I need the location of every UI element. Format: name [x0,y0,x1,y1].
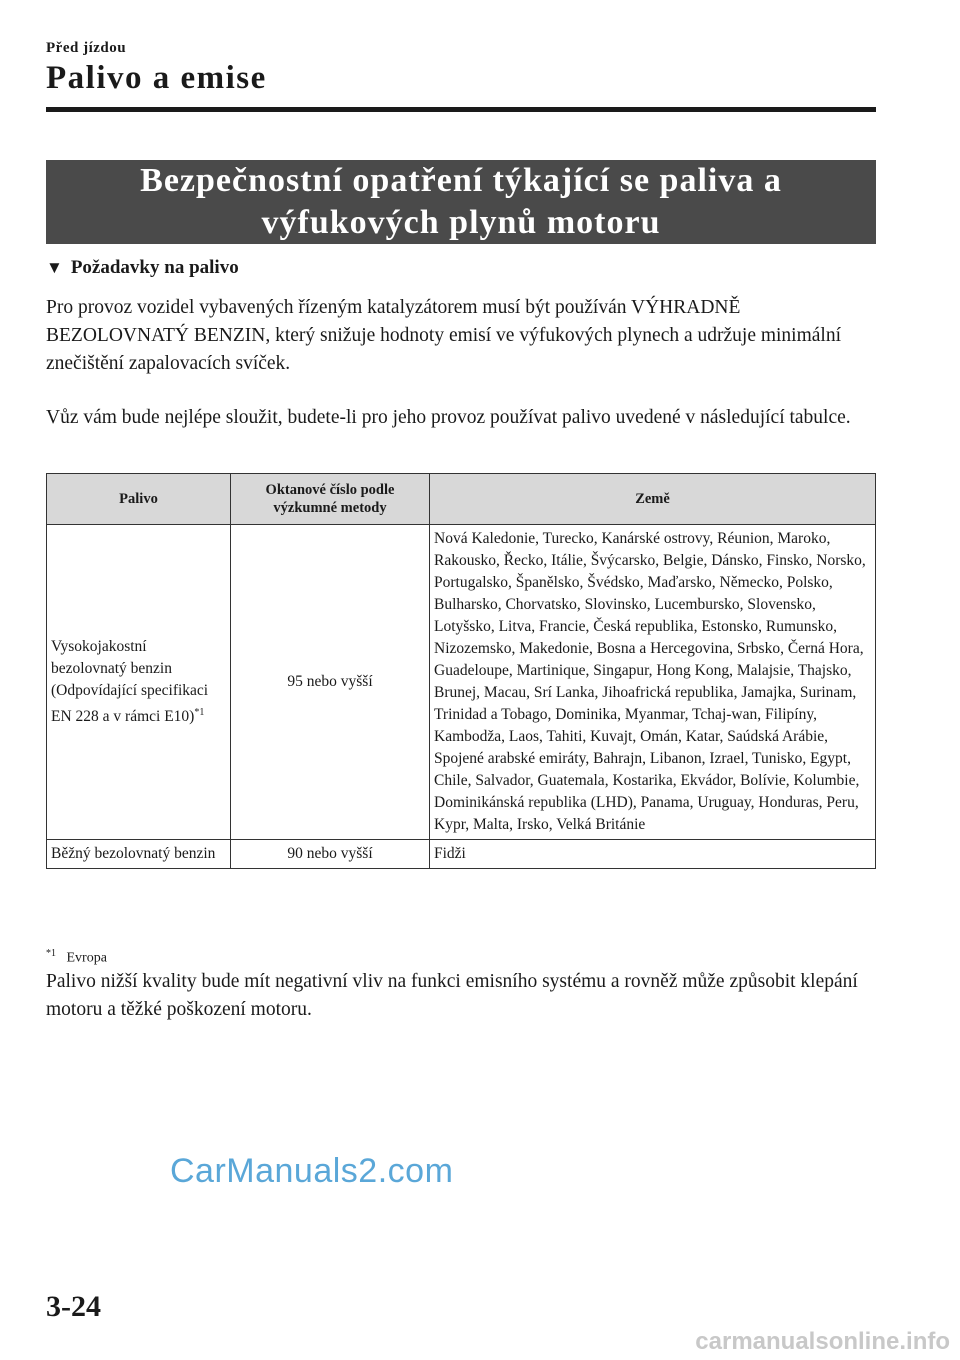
countries-cell: Nová Kaledonie, Turecko, Kanárské ostrovy, Réunion, Maroko, Rakousko, Řecko, Itálie, Švýcarsko, Belgie, Dánsko, Finsko, Norsko, Portugalsko, Španělsko, Švédsko, Maďarsko, Německo, Polsko, Bulharsko, Chorvatsko, Slovinsko, Lucembursko, Slovensko, Lotyšsko, Litva, Francie, Česká republika, Estonsko, Rumunsko, Nizozemsko, Makedonie, Bosna a Hercegovina, Srbsko, Černá Hora, Guadeloupe, Martinique, Singapur, Hong Kong, Malajsie, Thajsko, Brunej, Macau, Srí Lanka, Jihoafrická republika, Jamajka, Surinam, Trinidad a Tobago, Dominika, Myanmar, Tchaj-wan, Filipíny, Kambodža, Laos, Tahiti, Kuvajt, Omán, Katar, Saúdská Arábie, Spojené arabské emiráty, Bahrajn, Libanon, Izrael, Tunisko, Egypt, Chile, Salvador, Guatemala, Kostarika, Ekvádor, Bolívie, Kolumbie, Dominikánská republika (LHD), Panama, Uruguay, Honduras, Peru, Kypr, Malta, Irsko, Velká Británie [430,525,876,840]
triangle-down-icon: ▼ [46,258,63,277]
header-fuel: Palivo [47,474,231,525]
table-row [47,525,876,840]
fuel-name: Vysokojakostní bezolovnatý benzin (Odpovídající specifikaci EN 228 a v rámci E10) [51,637,209,726]
chapter-title: Palivo a emise [46,60,267,96]
watermark-logo: CarManuals2.com [170,1152,454,1190]
page-number: 3-24 [46,1290,101,1323]
countries-cell: Fidži [430,840,876,869]
footer-watermark: carmanualsonline.info [695,1328,950,1355]
header-countries: Země [430,474,876,525]
footnote-mark: *1 [46,948,56,959]
fuel-cell [47,525,231,840]
footnote [46,948,107,967]
table-row [47,840,876,869]
fuel-table [46,473,876,869]
octane-cell: 90 nebo vyšší [231,840,430,869]
section-banner [46,160,876,244]
intro-paragraph: Pro provoz vozidel vybavených řízeným katalyzátorem musí být používán VÝHRADNĚ BEZOLOVNATÝ BENZIN, který snižuje hodnoty emisí ve výfukových plynech a udržuje minimální znečištění zapalovacích svíček. [46,297,842,374]
footnote-text: Evropa [66,950,107,966]
header-rule [46,107,876,112]
section-title: Bezpečnostní opatření týkající se paliva a výfukových plynů motoru [140,162,782,241]
warning-paragraph: Palivo nižší kvality bude mít negativní vliv na funkci emisního systému a rovněž může způsobit klepání motoru a těžké poškození motoru. [46,971,858,1020]
subheading [46,257,239,279]
header-octane: Oktanové číslo podle výzkumné metody [231,474,430,525]
table-header-row [47,474,876,525]
octane-cell: 95 nebo vyšší [231,525,430,840]
footnote-ref: *1 [194,706,205,718]
subheading-text: Požadavky na palivo [70,257,239,278]
recommendation-paragraph: Vůz vám bude nejlépe sloužit, budete-li pro jeho provoz používat palivo uvedené v následující tabulce. [46,407,851,428]
fuel-name: Běžný bezolovnatý benzin [51,845,216,862]
fuel-cell [47,840,231,869]
section-kicker: Před jízdou [46,40,127,56]
